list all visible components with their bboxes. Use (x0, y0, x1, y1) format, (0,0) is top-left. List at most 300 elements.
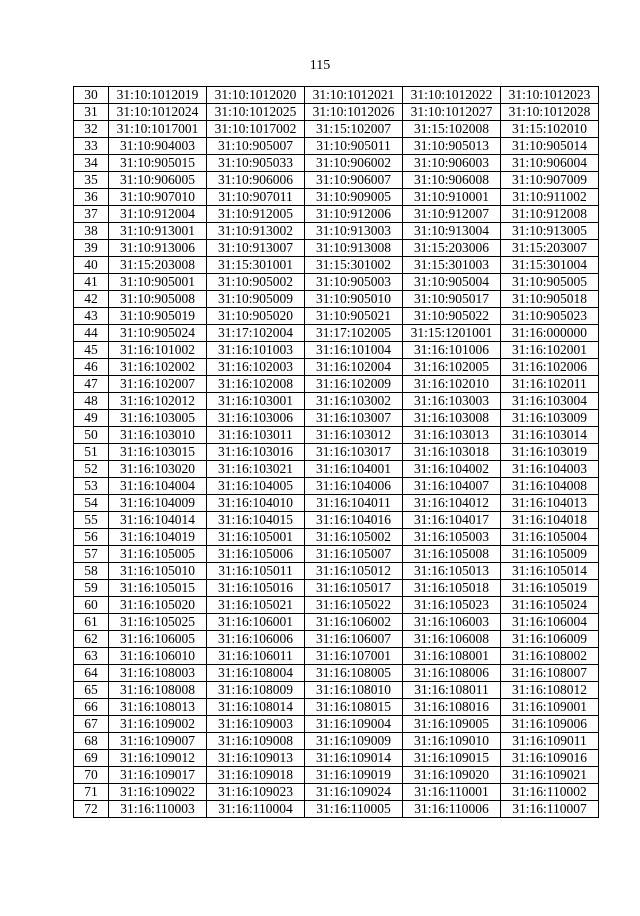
cadastral-number-cell: 31:10:905011 (305, 138, 403, 155)
table-row (74, 87, 599, 104)
row-number-cell: 53 (74, 478, 109, 495)
cadastral-number-cell: 31:10:906008 (403, 172, 501, 189)
row-number-cell: 49 (74, 410, 109, 427)
table-row (74, 121, 599, 138)
cadastral-number-cell: 31:16:106006 (207, 631, 305, 648)
cadastral-number-cell: 31:16:105017 (305, 580, 403, 597)
cadastral-number-cell: 31:16:105024 (501, 597, 599, 614)
cadastral-number-cell: 31:16:105007 (305, 546, 403, 563)
cadastral-number-cell: 31:16:108016 (403, 699, 501, 716)
table-row (74, 495, 599, 512)
table-row (74, 546, 599, 563)
table-body (74, 87, 599, 818)
table-row (74, 597, 599, 614)
cadastral-number-cell: 31:16:104001 (305, 461, 403, 478)
cadastral-number-cell: 31:16:103012 (305, 427, 403, 444)
row-number-cell: 32 (74, 121, 109, 138)
cadastral-number-cell: 31:16:109001 (501, 699, 599, 716)
row-number-cell: 30 (74, 87, 109, 104)
table-row (74, 240, 599, 257)
cadastral-number-cell: 31:16:108015 (305, 699, 403, 716)
cadastral-number-cell: 31:10:912008 (501, 206, 599, 223)
row-number-cell: 46 (74, 359, 109, 376)
cadastral-number-cell: 31:10:905020 (207, 308, 305, 325)
cadastral-number-cell: 31:10:1012024 (109, 104, 207, 121)
cadastral-number-cell: 31:10:905014 (501, 138, 599, 155)
cadastral-number-cell: 31:15:203007 (501, 240, 599, 257)
cadastral-number-cell: 31:16:110006 (403, 801, 501, 818)
table-row (74, 410, 599, 427)
cadastral-number-cell: 31:16:106003 (403, 614, 501, 631)
cadastral-number-cell: 31:16:103017 (305, 444, 403, 461)
row-number-cell: 67 (74, 716, 109, 733)
row-number-cell: 69 (74, 750, 109, 767)
cadastral-number-cell: 31:16:106007 (305, 631, 403, 648)
cadastral-number-cell: 31:16:106011 (207, 648, 305, 665)
row-number-cell: 44 (74, 325, 109, 342)
cadastral-number-cell: 31:17:102005 (305, 325, 403, 342)
cadastral-number-cell: 31:16:105013 (403, 563, 501, 580)
table-row (74, 444, 599, 461)
cadastral-number-cell: 31:16:102005 (403, 359, 501, 376)
row-number-cell: 62 (74, 631, 109, 648)
cadastral-number-cell: 31:16:105016 (207, 580, 305, 597)
cadastral-number-cell: 31:10:907009 (501, 172, 599, 189)
cadastral-number-cell: 31:10:906002 (305, 155, 403, 172)
cadastral-number-cell: 31:16:105023 (403, 597, 501, 614)
cadastral-number-cell: 31:10:1012025 (207, 104, 305, 121)
cadastral-number-cell: 31:16:107001 (305, 648, 403, 665)
cadastral-number-cell: 31:16:105003 (403, 529, 501, 546)
cadastral-number-cell: 31:10:905009 (207, 291, 305, 308)
cadastral-number-cell: 31:16:109013 (207, 750, 305, 767)
cadastral-number-cell: 31:16:104007 (403, 478, 501, 495)
cadastral-number-cell: 31:10:905022 (403, 308, 501, 325)
cadastral-number-cell: 31:16:108014 (207, 699, 305, 716)
cadastral-number-cell: 31:16:108007 (501, 665, 599, 682)
cadastral-number-cell: 31:17:102004 (207, 325, 305, 342)
cadastral-number-cell: 31:16:103001 (207, 393, 305, 410)
table-row (74, 393, 599, 410)
cadastral-number-cell: 31:16:103007 (305, 410, 403, 427)
cadastral-number-cell: 31:16:105018 (403, 580, 501, 597)
cadastral-number-cell: 31:16:101004 (305, 342, 403, 359)
cadastral-number-cell: 31:10:913008 (305, 240, 403, 257)
table-row (74, 665, 599, 682)
cadastral-number-cell: 31:16:102006 (501, 359, 599, 376)
cadastral-number-cell: 31:16:110004 (207, 801, 305, 818)
cadastral-number-cell: 31:15:1201001 (403, 325, 501, 342)
cadastral-number-cell: 31:16:104010 (207, 495, 305, 512)
row-number-cell: 33 (74, 138, 109, 155)
cadastral-number-cell: 31:10:912006 (305, 206, 403, 223)
cadastral-number-cell: 31:16:104016 (305, 512, 403, 529)
table-row (74, 342, 599, 359)
row-number-cell: 57 (74, 546, 109, 563)
table-row (74, 716, 599, 733)
table-row (74, 461, 599, 478)
cadastral-number-cell: 31:16:105008 (403, 546, 501, 563)
cadastral-number-cell: 31:10:1012028 (501, 104, 599, 121)
cadastral-number-cell: 31:16:103009 (501, 410, 599, 427)
cadastral-number-cell: 31:16:108009 (207, 682, 305, 699)
cadastral-number-cell: 31:10:905015 (109, 155, 207, 172)
row-number-cell: 72 (74, 801, 109, 818)
cadastral-number-cell: 31:10:905007 (207, 138, 305, 155)
cadastral-number-cell: 31:16:105001 (207, 529, 305, 546)
cadastral-number-cell: 31:15:301003 (403, 257, 501, 274)
table-row (74, 563, 599, 580)
cadastral-number-cell: 31:16:103021 (207, 461, 305, 478)
cadastral-number-cell: 31:16:105025 (109, 614, 207, 631)
cadastral-number-cell: 31:16:109019 (305, 767, 403, 784)
cadastral-number-cell: 31:10:906005 (109, 172, 207, 189)
table-row (74, 155, 599, 172)
cadastral-number-cell: 31:16:109006 (501, 716, 599, 733)
table-row (74, 223, 599, 240)
cadastral-number-cell: 31:16:103016 (207, 444, 305, 461)
cadastral-number-cell: 31:16:101006 (403, 342, 501, 359)
table-row (74, 138, 599, 155)
cadastral-number-cell: 31:16:104018 (501, 512, 599, 529)
cadastral-number-cell: 31:16:110007 (501, 801, 599, 818)
cadastral-number-cell: 31:16:110005 (305, 801, 403, 818)
cadastral-number-cell: 31:10:1017002 (207, 121, 305, 138)
cadastral-number-cell: 31:15:203006 (403, 240, 501, 257)
cadastral-number-cell: 31:10:1012020 (207, 87, 305, 104)
cadastral-number-cell: 31:10:905002 (207, 274, 305, 291)
cadastral-number-cell: 31:16:108013 (109, 699, 207, 716)
cadastral-number-cell: 31:16:105012 (305, 563, 403, 580)
table-row (74, 478, 599, 495)
row-number-cell: 70 (74, 767, 109, 784)
table-row (74, 325, 599, 342)
cadastral-number-cell: 31:16:108005 (305, 665, 403, 682)
cadastral-number-cell: 31:16:109003 (207, 716, 305, 733)
cadastral-number-cell: 31:10:1012023 (501, 87, 599, 104)
cadastral-number-cell: 31:10:912004 (109, 206, 207, 223)
row-number-cell: 58 (74, 563, 109, 580)
cadastral-number-cell: 31:16:108010 (305, 682, 403, 699)
cadastral-number-cell: 31:16:000000 (501, 325, 599, 342)
cadastral-number-cell: 31:16:103015 (109, 444, 207, 461)
cadastral-number-cell: 31:16:109009 (305, 733, 403, 750)
cadastral-number-cell: 31:10:905017 (403, 291, 501, 308)
cadastral-number-cell: 31:16:105010 (109, 563, 207, 580)
cadastral-number-cell: 31:16:104005 (207, 478, 305, 495)
cadastral-number-cell: 31:10:905004 (403, 274, 501, 291)
row-number-cell: 65 (74, 682, 109, 699)
row-number-cell: 55 (74, 512, 109, 529)
cadastral-number-cell: 31:16:104014 (109, 512, 207, 529)
cadastral-number-cell: 31:16:108003 (109, 665, 207, 682)
cadastral-number-cell: 31:16:102008 (207, 376, 305, 393)
row-number-cell: 68 (74, 733, 109, 750)
table-row (74, 767, 599, 784)
cadastral-number-cell: 31:10:913001 (109, 223, 207, 240)
table-row (74, 172, 599, 189)
cadastral-number-cell: 31:16:103010 (109, 427, 207, 444)
table-row (74, 631, 599, 648)
cadastral-number-cell: 31:16:105015 (109, 580, 207, 597)
table-row (74, 784, 599, 801)
cadastral-number-cell: 31:16:109024 (305, 784, 403, 801)
row-number-cell: 59 (74, 580, 109, 597)
table-row (74, 648, 599, 665)
cadastral-number-cell: 31:16:108006 (403, 665, 501, 682)
cadastral-number-cell: 31:16:102007 (109, 376, 207, 393)
cadastral-number-cell: 31:16:106004 (501, 614, 599, 631)
cadastral-number-cell: 31:16:103011 (207, 427, 305, 444)
cadastral-number-cell: 31:16:104008 (501, 478, 599, 495)
cadastral-number-cell: 31:16:102009 (305, 376, 403, 393)
cadastral-number-cell: 31:16:109012 (109, 750, 207, 767)
cadastral-number-cell: 31:16:104019 (109, 529, 207, 546)
row-number-cell: 52 (74, 461, 109, 478)
cadastral-number-cell: 31:10:905008 (109, 291, 207, 308)
cadastral-number-cell: 31:16:103018 (403, 444, 501, 461)
cadastral-number-cell: 31:10:1012022 (403, 87, 501, 104)
cadastral-number-cell: 31:10:913004 (403, 223, 501, 240)
cadastral-number-cell: 31:16:105004 (501, 529, 599, 546)
table-row (74, 427, 599, 444)
table-row (74, 308, 599, 325)
cadastral-number-cell: 31:16:103014 (501, 427, 599, 444)
cadastral-number-cell: 31:16:102004 (305, 359, 403, 376)
cadastral-number-cell: 31:10:905023 (501, 308, 599, 325)
cadastral-number-cell: 31:16:102012 (109, 393, 207, 410)
row-number-cell: 56 (74, 529, 109, 546)
cadastral-number-cell: 31:16:109008 (207, 733, 305, 750)
cadastral-number-cell: 31:10:907010 (109, 189, 207, 206)
cadastral-number-cell: 31:10:913006 (109, 240, 207, 257)
table-row (74, 274, 599, 291)
cadastral-number-cell: 31:16:108002 (501, 648, 599, 665)
cadastral-number-cell: 31:16:104015 (207, 512, 305, 529)
cadastral-number-cell: 31:16:103005 (109, 410, 207, 427)
cadastral-number-cell: 31:16:102001 (501, 342, 599, 359)
cadastral-number-cell: 31:16:101003 (207, 342, 305, 359)
row-number-cell: 66 (74, 699, 109, 716)
cadastral-number-cell: 31:16:102002 (109, 359, 207, 376)
cadastral-number-cell: 31:10:913002 (207, 223, 305, 240)
cadastral-number-cell: 31:15:203008 (109, 257, 207, 274)
cadastral-number-cell: 31:16:110001 (403, 784, 501, 801)
table-row (74, 580, 599, 597)
cadastral-number-cell: 31:10:911002 (501, 189, 599, 206)
row-number-cell: 43 (74, 308, 109, 325)
cadastral-number-cell: 31:16:103013 (403, 427, 501, 444)
cadastral-number-cell: 31:16:109005 (403, 716, 501, 733)
row-number-cell: 54 (74, 495, 109, 512)
cadastral-number-cell: 31:16:104009 (109, 495, 207, 512)
cadastral-number-cell: 31:16:106010 (109, 648, 207, 665)
cadastral-number-cell: 31:15:102007 (305, 121, 403, 138)
cadastral-number-cell: 31:16:105011 (207, 563, 305, 580)
table-row (74, 104, 599, 121)
cadastral-number-cell: 31:16:104003 (501, 461, 599, 478)
row-number-cell: 64 (74, 665, 109, 682)
cadastral-number-cell: 31:16:101002 (109, 342, 207, 359)
row-number-cell: 35 (74, 172, 109, 189)
cadastral-number-cell: 31:10:1012027 (403, 104, 501, 121)
table-row (74, 614, 599, 631)
cadastral-number-cell: 31:16:103006 (207, 410, 305, 427)
cadastral-number-cell: 31:16:103002 (305, 393, 403, 410)
cadastral-number-cell: 31:16:105005 (109, 546, 207, 563)
cadastral-number-cell: 31:10:912005 (207, 206, 305, 223)
cadastral-number-cell: 31:16:109023 (207, 784, 305, 801)
cadastral-number-cell: 31:16:110003 (109, 801, 207, 818)
cadastral-number-cell: 31:16:109004 (305, 716, 403, 733)
cadastral-number-cell: 31:16:109016 (501, 750, 599, 767)
cadastral-number-cell: 31:15:301002 (305, 257, 403, 274)
row-number-cell: 42 (74, 291, 109, 308)
cadastral-number-cell: 31:16:103020 (109, 461, 207, 478)
table-row (74, 750, 599, 767)
row-number-cell: 61 (74, 614, 109, 631)
cadastral-number-cell: 31:16:109021 (501, 767, 599, 784)
cadastral-number-cell: 31:10:905019 (109, 308, 207, 325)
cadastral-number-cell: 31:16:106002 (305, 614, 403, 631)
table-row (74, 206, 599, 223)
row-number-cell: 40 (74, 257, 109, 274)
cadastral-number-cell: 31:16:103004 (501, 393, 599, 410)
cadastral-number-cell: 31:16:105014 (501, 563, 599, 580)
cadastral-number-cell: 31:16:106008 (403, 631, 501, 648)
row-number-cell: 37 (74, 206, 109, 223)
cadastral-number-cell: 31:10:910001 (403, 189, 501, 206)
cadastral-number-cell: 31:10:1012019 (109, 87, 207, 104)
row-number-cell: 38 (74, 223, 109, 240)
cadastral-number-cell: 31:16:102011 (501, 376, 599, 393)
page-number: 115 (309, 58, 331, 73)
cadastral-number-cell: 31:10:906007 (305, 172, 403, 189)
cadastral-number-cell: 31:16:109014 (305, 750, 403, 767)
cadastral-number-cell: 31:10:907011 (207, 189, 305, 206)
row-number-cell: 63 (74, 648, 109, 665)
cadastral-number-cell: 31:10:1012026 (305, 104, 403, 121)
row-number-cell: 45 (74, 342, 109, 359)
table-row (74, 529, 599, 546)
cadastral-number-cell: 31:16:104004 (109, 478, 207, 495)
cadastral-number-cell: 31:10:905013 (403, 138, 501, 155)
table-row (74, 682, 599, 699)
cadastral-number-cell: 31:10:913003 (305, 223, 403, 240)
cadastral-number-cell: 31:10:1012021 (305, 87, 403, 104)
cadastral-number-cell: 31:10:905021 (305, 308, 403, 325)
table-row (74, 291, 599, 308)
cadastral-number-cell: 31:10:906004 (501, 155, 599, 172)
cadastral-number-cell: 31:15:301004 (501, 257, 599, 274)
cadastral-number-cell: 31:16:109015 (403, 750, 501, 767)
cadastral-number-cell: 31:16:109020 (403, 767, 501, 784)
cadastral-number-cell: 31:16:105009 (501, 546, 599, 563)
cadastral-number-cell: 31:16:105002 (305, 529, 403, 546)
cadastral-number-cell: 31:10:905003 (305, 274, 403, 291)
cadastral-number-cell: 31:16:110002 (501, 784, 599, 801)
cadastral-number-cell: 31:10:905010 (305, 291, 403, 308)
table-row (74, 189, 599, 206)
table-row (74, 376, 599, 393)
table-row (74, 733, 599, 750)
cadastral-number-cell: 31:10:1017001 (109, 121, 207, 138)
table-row (74, 801, 599, 818)
cadastral-number-cell: 31:16:104006 (305, 478, 403, 495)
row-number-cell: 36 (74, 189, 109, 206)
cadastral-number-cell: 31:16:105006 (207, 546, 305, 563)
cadastral-number-cell: 31:10:913005 (501, 223, 599, 240)
cadastral-number-cell: 31:16:109017 (109, 767, 207, 784)
row-number-cell: 47 (74, 376, 109, 393)
cadastral-number-cell: 31:16:109007 (109, 733, 207, 750)
cadastral-number-cell: 31:16:105022 (305, 597, 403, 614)
table-row (74, 512, 599, 529)
cadastral-number-cell: 31:16:102003 (207, 359, 305, 376)
cadastral-number-cell: 31:16:109010 (403, 733, 501, 750)
cadastral-number-cell: 31:16:105020 (109, 597, 207, 614)
row-number-cell: 34 (74, 155, 109, 172)
cadastral-number-cell: 31:16:103003 (403, 393, 501, 410)
cadastral-number-cell: 31:16:103019 (501, 444, 599, 461)
cadastral-number-cell: 31:15:102010 (501, 121, 599, 138)
row-number-cell: 48 (74, 393, 109, 410)
cadastral-number-cell: 31:10:905033 (207, 155, 305, 172)
cadastral-number-cell: 31:10:904003 (109, 138, 207, 155)
cadastral-number-table (73, 86, 599, 818)
row-number-cell: 60 (74, 597, 109, 614)
cadastral-number-cell: 31:15:102008 (403, 121, 501, 138)
table-row (74, 257, 599, 274)
cadastral-number-cell: 31:15:301001 (207, 257, 305, 274)
row-number-cell: 39 (74, 240, 109, 257)
cadastral-number-cell: 31:16:108011 (403, 682, 501, 699)
row-number-cell: 31 (74, 104, 109, 121)
cadastral-number-cell: 31:16:104011 (305, 495, 403, 512)
cadastral-number-cell: 31:16:105021 (207, 597, 305, 614)
cadastral-number-cell: 31:10:913007 (207, 240, 305, 257)
cadastral-number-cell: 31:16:106009 (501, 631, 599, 648)
row-number-cell: 71 (74, 784, 109, 801)
cadastral-number-cell: 31:16:104017 (403, 512, 501, 529)
cadastral-number-cell: 31:10:905018 (501, 291, 599, 308)
cadastral-number-cell: 31:16:104013 (501, 495, 599, 512)
cadastral-number-cell: 31:16:108004 (207, 665, 305, 682)
row-number-cell: 51 (74, 444, 109, 461)
table-row (74, 359, 599, 376)
cadastral-number-cell: 31:16:109011 (501, 733, 599, 750)
cadastral-number-cell: 31:16:108008 (109, 682, 207, 699)
table-row (74, 699, 599, 716)
cadastral-number-cell: 31:16:108012 (501, 682, 599, 699)
cadastral-number-cell: 31:16:102010 (403, 376, 501, 393)
cadastral-number-cell: 31:10:906003 (403, 155, 501, 172)
cadastral-number-cell: 31:10:912007 (403, 206, 501, 223)
cadastral-number-cell: 31:16:106001 (207, 614, 305, 631)
cadastral-number-cell: 31:16:104012 (403, 495, 501, 512)
cadastral-number-cell: 31:16:109018 (207, 767, 305, 784)
cadastral-number-cell: 31:16:109002 (109, 716, 207, 733)
row-number-cell: 50 (74, 427, 109, 444)
cadastral-number-cell: 31:10:905001 (109, 274, 207, 291)
cadastral-number-cell: 31:10:906006 (207, 172, 305, 189)
cadastral-number-cell: 31:10:905024 (109, 325, 207, 342)
cadastral-number-cell: 31:16:108001 (403, 648, 501, 665)
cadastral-number-cell: 31:10:909005 (305, 189, 403, 206)
cadastral-number-cell: 31:16:109022 (109, 784, 207, 801)
cadastral-number-cell: 31:16:105019 (501, 580, 599, 597)
cadastral-number-cell: 31:10:905005 (501, 274, 599, 291)
